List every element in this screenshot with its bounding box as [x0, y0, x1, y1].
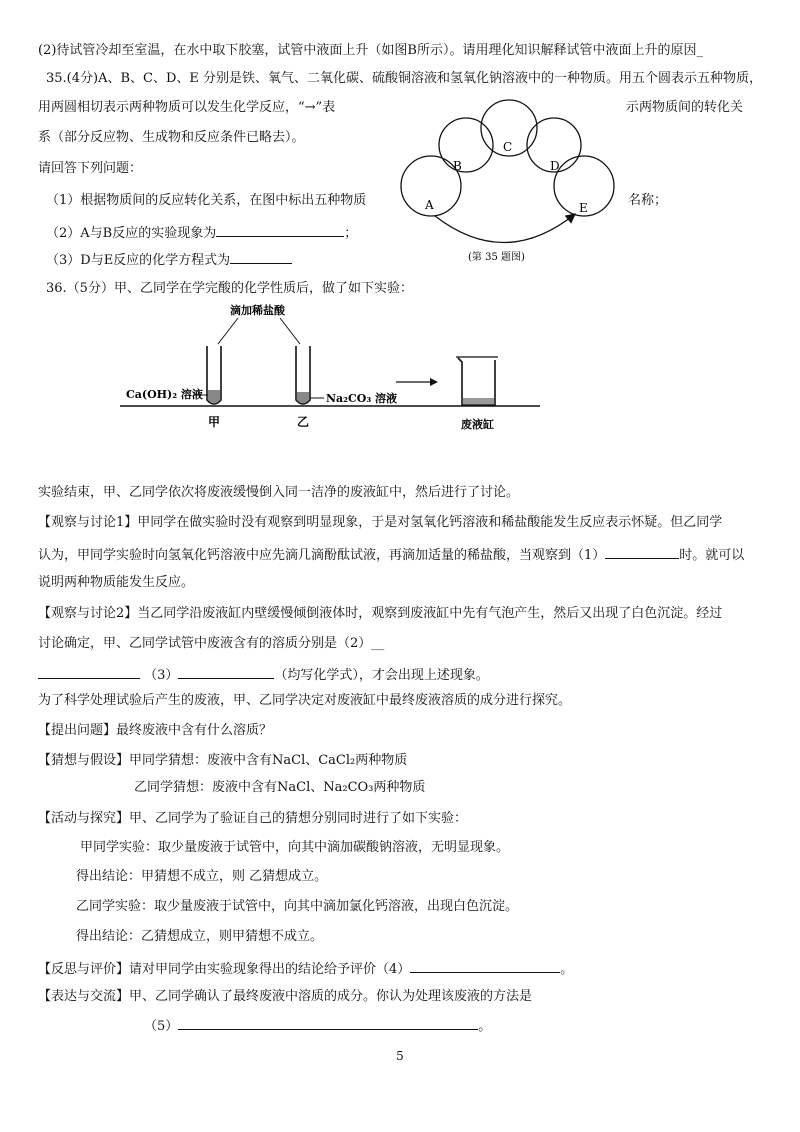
q34-part2: (2)待试管冷却至室温，在水中取下胶塞，试管中液面上升（如图B所示）。请用理化知识解释试管中液面上升的原因_: [38, 43, 703, 58]
left-solution-label: Ca(OH)₂ 溶液: [126, 388, 203, 401]
answer5-line: [144, 1015, 491, 1036]
q35-stem-line3: 系（部分反应物、生成物和反应条件已略去）。: [38, 130, 305, 145]
label-e: E: [579, 201, 588, 215]
hypothesis-jia: 【猜想与假设】甲同学猜想：废液中含有NaCl、CaCl₂两种物质: [38, 753, 408, 768]
expression: 【表达与交流】甲、乙同学确认了最终废液中溶质的成分。你认为处理该废液的方法是: [38, 989, 533, 1004]
q35-stem-line2b: 示两物质间的转化关: [626, 100, 744, 115]
page-number: 5: [396, 1049, 404, 1063]
q36-stem: 36.（5分）甲、乙同学在学完酸的化学性质后，做了如下实验：: [46, 281, 413, 296]
beaker-label: 废液缸: [461, 418, 494, 431]
answer5-end: 。: [478, 1019, 492, 1034]
conversion-arrow: [435, 214, 575, 243]
circle-b: [439, 118, 493, 172]
discussion1-line3: 说明两种物质能发生反应。: [38, 575, 195, 590]
discussion2-line2: 讨论确定，甲、乙同学试管中废液含有的溶质分别是（2）__: [38, 636, 385, 651]
discussion1-line1: 【观察与讨论1】甲同学在做实验时没有观察到明显现象，于是对氢氧化钙溶液和稀盐酸能发生反应表示怀疑。但乙同学: [38, 515, 723, 530]
right-solution-label: Na₂CO₃ 溶液: [326, 392, 397, 405]
q35-stem: 35.(4分)A、B、C、D、E 分别是铁、氧气、二氧化碳、硫酸铜溶液和氢氧化钠溶液中的一种物质。用五个圆表示五种物质，: [46, 71, 763, 86]
activity-explore: 【活动与探究】甲、乙同学为了验证自己的猜想分别同时进行了如下实验：: [38, 811, 468, 826]
label-c: C: [503, 140, 513, 154]
answer-blank-5[interactable]: [178, 1015, 478, 1030]
discussion1-tail: 时。就可以: [679, 548, 745, 563]
reflection: [38, 958, 573, 979]
answer-blank-1[interactable]: [605, 544, 679, 559]
answer-blank-2[interactable]: [38, 664, 140, 679]
waste-beaker: [456, 357, 498, 405]
label-b: B: [453, 159, 462, 173]
q35-sub1-end: 名称；: [628, 193, 668, 208]
raise-question: 【提出问题】最终废液中含有什么溶质？: [38, 723, 273, 738]
yi-conclusion: 得出结论：乙猜想成立，则甲猜想不成立。: [76, 929, 324, 944]
jia-conclusion: 得出结论：甲猜想不成立，则 乙猜想成立。: [76, 869, 328, 884]
dropper-label: 滴加稀盐酸: [230, 304, 285, 317]
answer-blank-35-3[interactable]: [230, 249, 292, 264]
q35-stem-line2a: 用两圆相切表示两种物质可以发生化学反应，“→”表: [38, 100, 336, 115]
q35-sub2-end: ；: [344, 226, 358, 241]
diagram-caption: (第 35 题图): [468, 252, 525, 263]
discussion2-tail: （均写化学式），才会出现上述现象。: [274, 668, 489, 683]
test-tube-yi: [296, 346, 310, 404]
answer-blank-3[interactable]: [178, 664, 274, 679]
discussion1-line2: [38, 544, 744, 565]
discussion1-text: 认为，甲同学实验时向氢氧化钙溶液中应先滴几滴酚酞试液，再滴加适量的稀盐酸，当观察到（1）: [38, 548, 606, 563]
discussion2-line1: 【观察与讨论2】当乙同学沿废液缸内壁缓慢倾倒液体时，观察到废液缸中先有气泡产生，然后又出现了白色沉淀。经过: [38, 606, 723, 621]
label-a: A: [425, 198, 434, 212]
yi-experiment: 乙同学实验：取少量废液于试管中，向其中滴加氯化钙溶液，出现白色沉淀。: [76, 899, 519, 914]
q35-prompt: 请回答下列问题：: [38, 161, 143, 176]
para-experiment-end: 实验结束，甲、乙同学依次将废液缓慢倒入同一洁净的废液缸中，然后进行了讨论。: [38, 485, 520, 500]
tube-label-yi: 乙: [297, 415, 310, 429]
answer5-num: （5）: [144, 1019, 179, 1034]
q35-sub3: [46, 249, 292, 270]
answer-blank-4[interactable]: [410, 958, 560, 973]
q35-sub2-text: （2）A与B反应的实验现象为: [46, 226, 217, 241]
jia-experiment: 甲同学实验：取少量废液于试管中，向其中滴加碳酸钠溶液，无明显现象。: [80, 840, 510, 855]
discussion2-num3: （3）: [144, 668, 179, 683]
discussion2-line3: [38, 664, 489, 685]
q35-sub2: [46, 222, 357, 243]
hypothesis-yi: 乙同学猜想：废液中含有NaCl、Na₂CO₃两种物质: [134, 780, 426, 795]
q36-apparatus: [120, 302, 540, 432]
test-tube-jia: [207, 346, 221, 404]
para-investigation: 为了科学处理试验后产生的废液，甲、乙同学决定对废液缸中最终废液溶质的成分进行探究。: [38, 693, 572, 708]
answer-blank-35-2[interactable]: [216, 222, 344, 237]
q35-sub3-text: （3）D与E反应的化学方程式为: [46, 253, 231, 268]
q35-sub1: （1）根据物质间的反应转化关系，在图中标出五种物质: [46, 193, 367, 208]
reflection-end: 。: [560, 962, 574, 977]
label-d: D: [550, 159, 560, 173]
tube-label-jia: 甲: [208, 415, 221, 429]
reflection-text: 【反思与评价】请对甲同学由实验现象得出的结论给予评价（4）: [38, 962, 411, 977]
q35-circle-diagram: [395, 98, 625, 266]
